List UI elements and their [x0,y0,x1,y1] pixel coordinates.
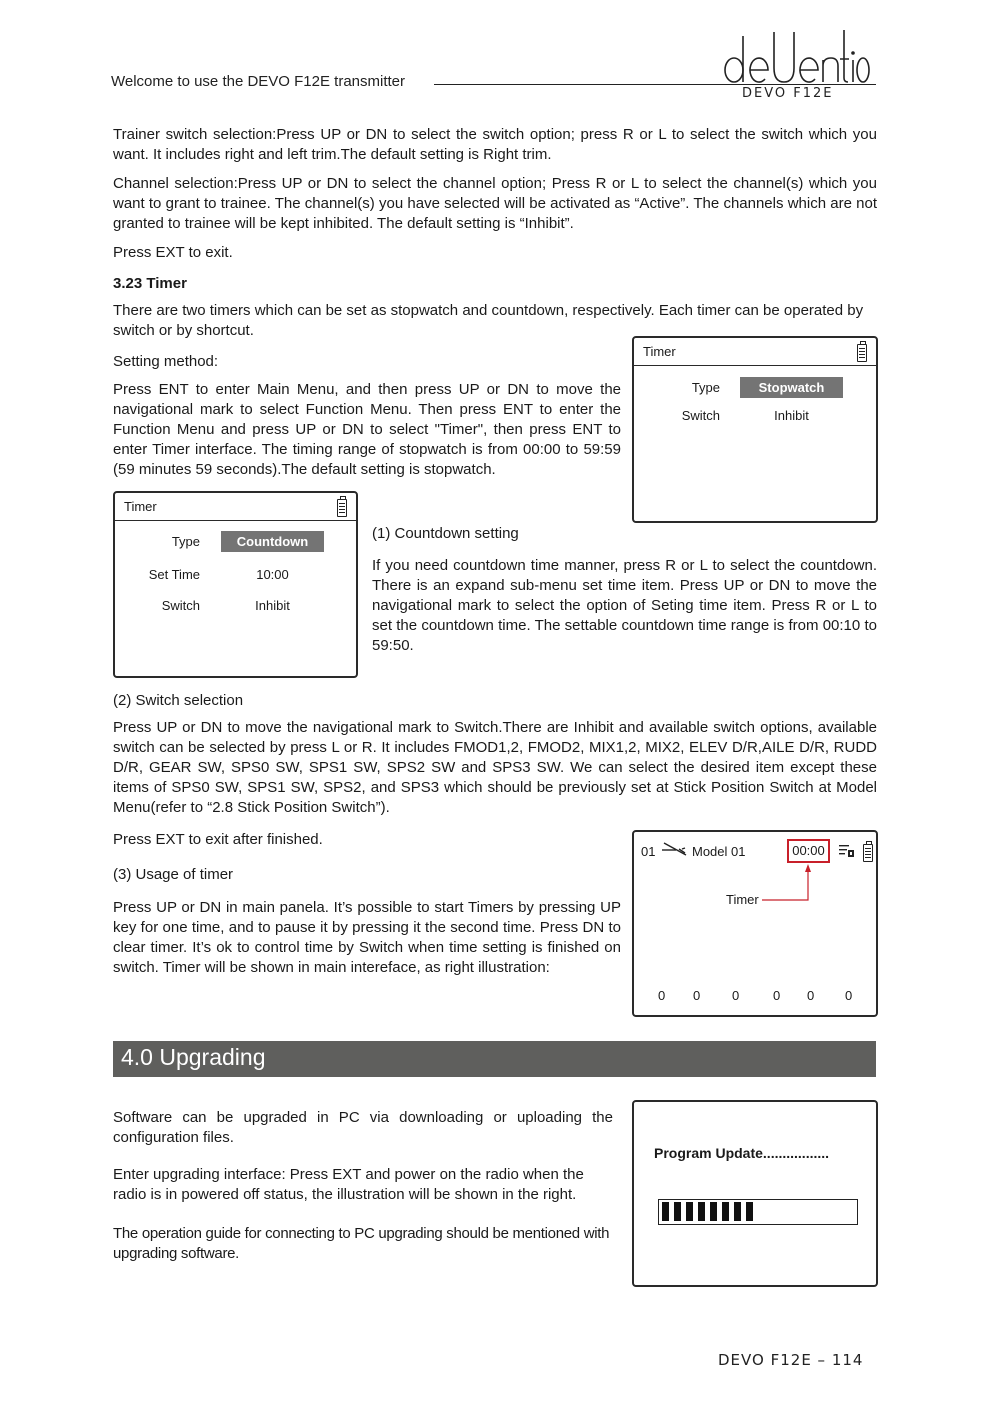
type-value-selected[interactable]: Countdown [221,531,324,552]
switch-value[interactable]: Inhibit [774,408,809,423]
model-name: Model 01 [692,844,746,859]
devention-logo [722,28,878,84]
upgrade-paragraph-3: The operation guide for connecting to PC upgrading should be mentioned with upgrading software. [113,1225,610,1262]
page-footer: DEVO F12E – 114 [718,1351,864,1369]
timer-display[interactable]: 00:00 [787,839,830,863]
timer-section-heading: 3.23 Timer [113,275,187,292]
set-time-value[interactable]: 10:00 [256,567,289,582]
countdown-timer-screen [113,491,358,678]
header-rule [434,84,876,85]
channel-value: 0 [693,988,701,1003]
channel-value: 0 [658,988,666,1003]
battery-icon [337,499,347,517]
program-update-screen [632,1100,878,1287]
switch-value[interactable]: Inhibit [255,598,290,613]
switch-label: Switch [681,408,720,423]
progress-fill [662,1202,753,1221]
type-value-selected[interactable]: Stopwatch [740,377,843,398]
logo-subtitle: DEVO F12E [742,86,834,101]
set-time-label: Set Time [148,567,200,582]
type-label: Type [171,534,200,549]
stopwatch-timer-screen [632,336,878,523]
setting-method-paragraph: Press ENT to enter Main Menu, and then press UP or DN to move the navigational mark to select Function Menu. Then press ENT to enter the Function Menu and press UP or DN to select "Timer", then press ENT to enter Timer interface. The timing range of stopwatch is from 00:00 to 59:59 (59 minutes 59 seconds).The default setting is stopwatch. [113,381,621,478]
timer-intro-paragraph: There are two timers which can be set as stopwatch and countdown, respectively. Each timer can be operated by switch or by shortcut. [113,302,864,339]
trim-mode-icon [839,844,855,858]
switch-selection-paragraph: Press UP or DN to move the navigational mark to Switch.There are Inhibit and available switch options, available switch can be selected by press L or R. It includes FMOD1,2, FMOD2, MIX1,2, MIX2, ELEV D/R,AILE D/R, RUDD D/R, GEAR SW, SPS0 SW, SPS1 SW, SPS2 SW and SPS3 SW. We can select the desired item except these items of SPS0 SW, SPS1 SW, SPS2, and SPS3 which should be previously set at Stick Position Switch at Model Menu(refer to “2.8 Stick Position Switch”). [113,719,877,816]
update-progress-bar [658,1199,858,1225]
usage-heading: (3) Usage of timer [113,866,234,883]
model-number: 01 [641,844,656,859]
main-interface-screen [632,830,878,1017]
screen-title: Timer [115,493,356,521]
upgrade-paragraph-2: Enter upgrading interface: Press EXT and power on the radio when the radio is in powered off status, the illustration will be shown in the right. [113,1166,584,1203]
channel-value: 0 [773,988,781,1003]
switch-selection-heading: (2) Switch selection [113,692,244,709]
exit-after-text: Press EXT to exit after finished. [113,831,323,848]
screen-title: Timer [634,338,876,366]
countdown-paragraph: If you need countdown time manner, press R or L to select the countdown. There is an expand sub-menu set time item. Press UP or DN to move the navigational mark to select the option of Seting time item. Press R or L to set the countdown time. The settable countdown time range is from 00:10 to 59:50. [372,557,877,654]
setting-method-label: Setting method: [113,353,219,370]
airplane-icon [662,841,688,857]
channel-value: 0 [845,988,853,1003]
channel-value: 0 [732,988,740,1003]
header-title: Welcome to use the DEVO F12E transmitter [111,73,406,90]
channel-selection-paragraph: Channel selection:Press UP or DN to select the channel option; Press R or L to select the channel(s) which you want to grant to trainee. The channel(s) you have selected will be activated as “Active”. The channels which are not granted to trainee will be kept inhibited. The default setting is “Inhibit”. [113,175,877,232]
countdown-heading: (1) Countdown setting [372,525,519,542]
switch-label: Switch [161,598,200,613]
timer-callout-label: Timer [726,892,759,907]
trainer-switch-paragraph: Trainer switch selection:Press UP or DN to select the switch option; press R or L to select the switch which you want. It includes right and left trim.The default setting is Right trim. [113,126,877,163]
program-update-label: Program Update................. [654,1145,830,1161]
battery-icon [863,844,873,862]
upgrade-paragraph-1: Software can be upgraded in PC via downloading or uploading the configuration files. [113,1109,613,1146]
press-ext-text: Press EXT to exit. [113,244,233,261]
section-banner-upgrading: 4.0 Upgrading [113,1041,876,1077]
channel-value: 0 [807,988,815,1003]
timer-callout-arrow [759,862,819,907]
type-label: Type [691,380,720,395]
battery-icon [857,344,867,362]
usage-paragraph: Press UP or DN in main panela. It’s possible to start Timers by pressing UP key for one time, and to pause it by pressing it the second time. Press DN to clear timer. It’s ok to control time by Switch when time setting is finished on switch. Timer will be shown in main intereface, as right illustration: [113,899,621,976]
